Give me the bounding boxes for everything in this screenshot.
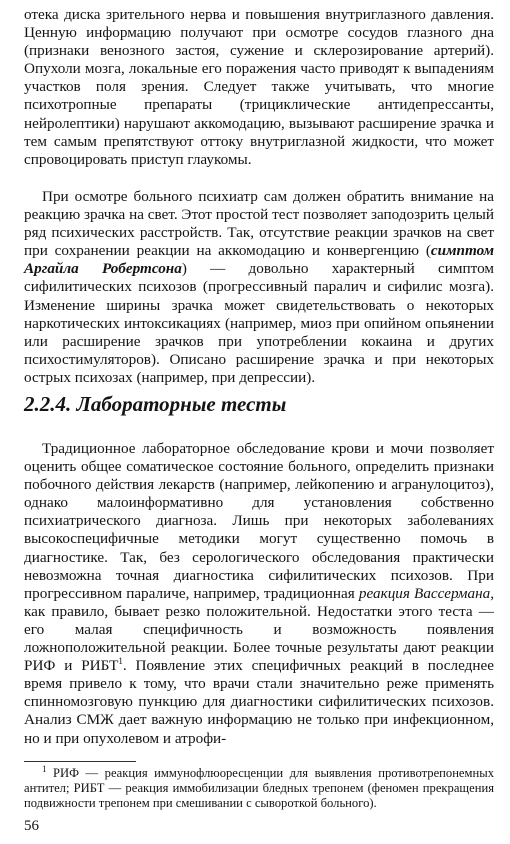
paragraph-text: При осмотре больного психиатр сам должен обратить внимание на реакцию зрачка на свет. Этот простой тест позволяет заподозрить целый ряд психических расстройств. Так, отсутствие реакции зрачков на свет при сохранении реакции на аккомодацию и конвергенцию (: [24, 188, 494, 260]
paragraph-text: , как правило, бывает резко положительной. Недостатки этого теста — его малая специфичность и возможность появления ложноположительной реакции. Более точные результаты дают реакции РИФ и РИБТ: [24, 584, 494, 675]
paragraph-pupil-reaction: [24, 188, 494, 387]
footnote: [24, 763, 494, 812]
paragraph-text: ) — довольно характерный симптом сифилитических психозов (прогрессивный паралич и сифилис мозга). Изменение ширины зрачка может свидетельствовать о некоторых наркотических интоксикациях (например, миоз при опийном опьянении или расширение зрачков при употреблении кокаина и других психостимуляторов). Описано расширение зрачка и при некоторых острых психозах (например, при депрессии).: [24, 260, 494, 386]
argyll-robertson-term: симптом Аргайла Робертсона: [24, 242, 494, 278]
footnote-text: РИФ — реакция иммунофлюоресценции для выявления противотрепонемных антител; РИБТ — реакция иммобилизации бледных трепонем (феномен прекращения подвижности трепонем при смешивании с сывороткой больного).: [24, 766, 494, 811]
paragraph-text: отека диска зрительного нерва и повышения внутриглазного давления. Ценную информацию получают при осмотре сосудов глазного дна (признаки венозного застоя, сужение и склерозирование артерий). Опухоли мозга, локальные его поражения часто приводят к выпадениям участков поля зрения. Следует также учитывать, что многие психотропные препараты (трициклические антидепрессанты, нейролептики) нарушают аккомодацию, вызывают расширение зрачка и тем самым препятствуют оттоку внутриглазной жидкости, что может спровоцировать приступ глаукомы.: [24, 6, 494, 168]
footnote-reference: 1: [118, 656, 123, 667]
footnote-mark: 1: [42, 763, 47, 774]
wassermann-term: реакция Вассермана: [358, 584, 491, 602]
page-number: 56: [24, 818, 39, 834]
paragraph-text: . Появление этих специфичных реакций в последнее время привело к тому, что врачи стали значительно реже применять спинномозговую пункцию для диагностики сифилитических психозов. Анализ СМЖ дает важную информацию не только при инфекционном, но и при опухолевом и атрофи-: [24, 657, 494, 747]
section-heading: 2.2.4. Лабораторные тесты: [24, 392, 287, 416]
paragraph-eye-examination: [24, 6, 494, 169]
paragraph-lab-tests: [24, 440, 494, 748]
footnote-divider: [24, 761, 136, 762]
paragraph-text: Традиционное лабораторное обследование крови и мочи позволяет оценить общее соматическое состояние больного, определить признаки побочного действия лекарств (например, лейкопению и агранулоцитоз), однако малоинформативно для установления собственно психиатрического диагноза. Лишь при некоторых заболеваниях высокоспецифичные методики могут существенно помочь в диагностике. Так, без серологического обследования практически невозможна точная диагностика сифилитических психозов. При прогрессивном параличе, например, традиционная: [24, 440, 494, 602]
